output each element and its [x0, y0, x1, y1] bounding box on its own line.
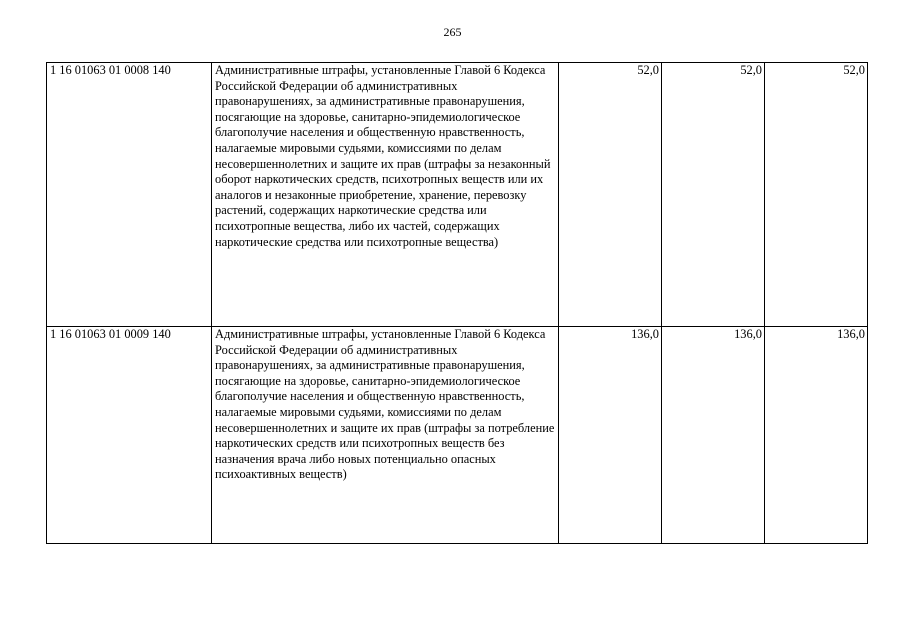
table-row: [47, 63, 868, 327]
value-cell-year-2: 136,0: [662, 327, 765, 544]
budget-table: [46, 62, 868, 544]
value-cell-year-3: 52,0: [765, 63, 868, 327]
page-number: 265: [443, 25, 462, 39]
budget-code-cell: 1 16 01063 01 0008 140: [47, 63, 212, 327]
value-cell-year-1: 52,0: [559, 63, 662, 327]
value-cell-year-3: 136,0: [765, 327, 868, 544]
description-cell: Административные штрафы, установленные Главой 6 Кодекса Российской Федерации об административных правонарушениях, за административные правонарушения, посягающие на здоровье, санитарно-эпидемиологическое благополучие населения и общественную нравственность, налагаемые мировыми судьями, комиссиями по делам несовершеннолетних и защите их прав (штрафы за незаконный оборот наркотических средств, психотропных веществ или их аналогов и незаконные приобретение, хранение, перевозку растений, содержащих наркотические средства или психотропные вещества, либо их частей, содержащих наркотические средства или психотропные вещества): [212, 63, 559, 327]
value-cell-year-1: 136,0: [559, 327, 662, 544]
value-cell-year-2: 52,0: [662, 63, 765, 327]
table-row: [47, 327, 868, 544]
budget-code-cell: 1 16 01063 01 0009 140: [47, 327, 212, 544]
description-cell: Административные штрафы, установленные Главой 6 Кодекса Российской Федерации об административных правонарушениях, за административные правонарушения, посягающие на здоровье, санитарно-эпидемиологическое благополучие населения и общественную нравственность, налагаемые мировыми судьями, комиссиями по делам несовершеннолетних и защите их прав (штрафы за потребление наркотических средств или психотропных веществ без назначения врача либо новых потенциально опасных психоактивных веществ): [212, 327, 559, 544]
